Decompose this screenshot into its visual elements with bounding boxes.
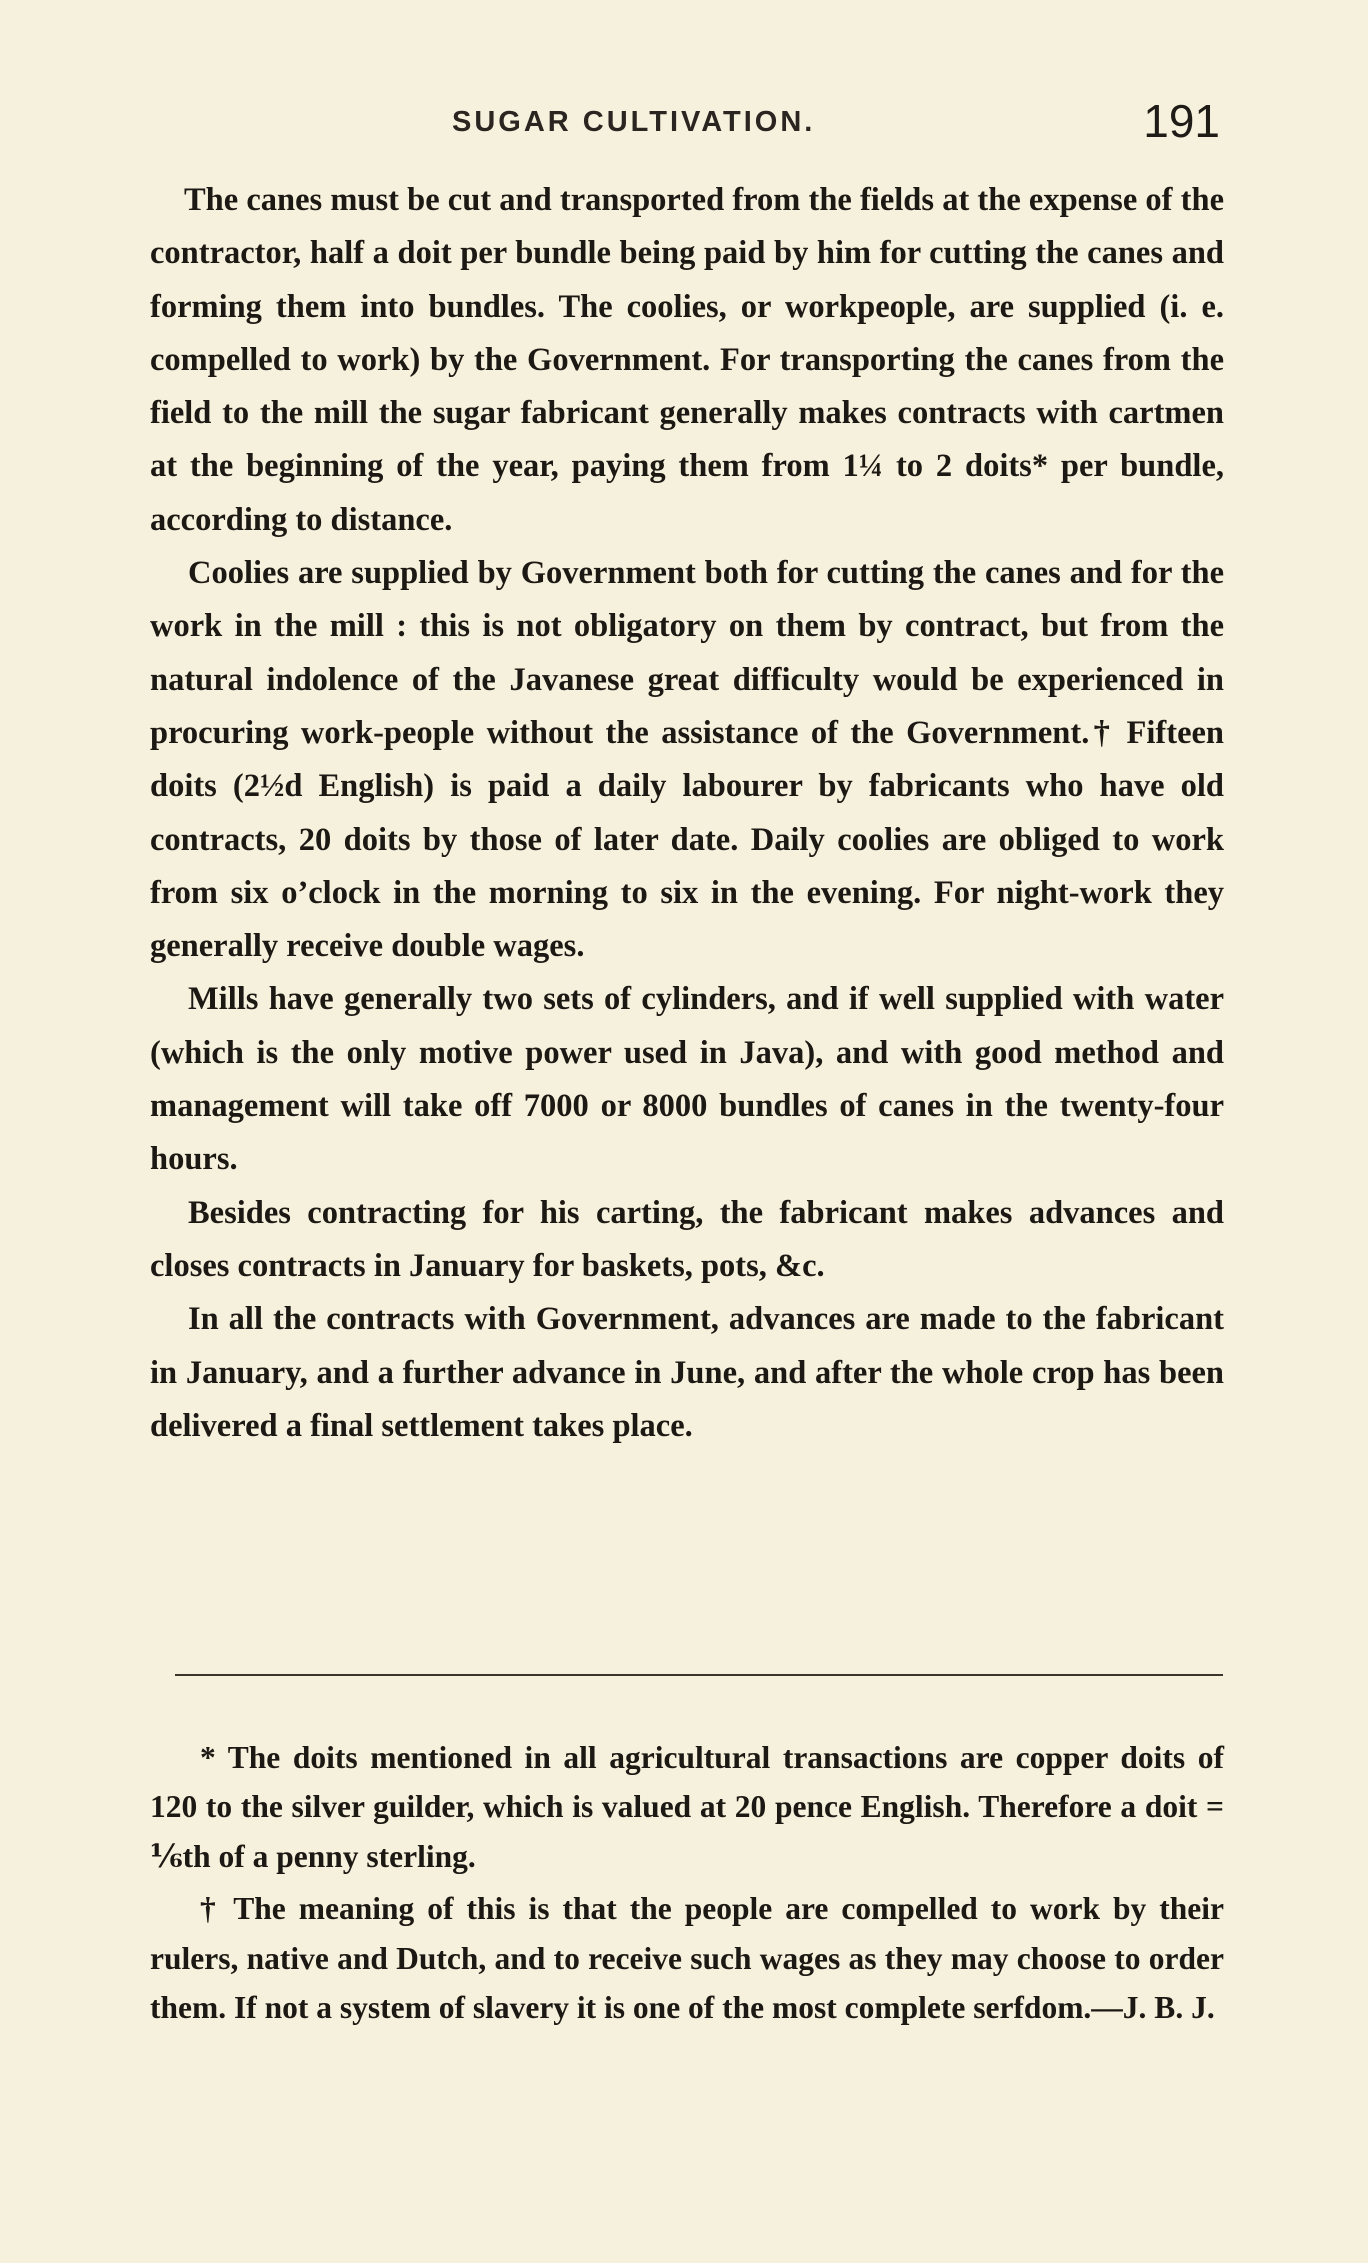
running-title: SUGAR CULTIVATION. bbox=[452, 106, 816, 138]
footnotes bbox=[150, 1733, 1224, 2032]
paragraph: In all the contracts with Government, advances are made to the fabricant in January, and a further advance in June, and after the whole crop has been delivered a final settlement takes place. bbox=[150, 1301, 1224, 1444]
body-text bbox=[150, 174, 1224, 1453]
paragraph: Coolies are supplied by Government both for cutting the canes and for the work in the mill : this is not obligatory on them by contract, but from the natural indolence of the Javanese great difficulty would be experienced in procuring work-people without the assistance of the Government.† Fifteen doits (2½d English) is paid a daily labourer by fabricants who have old contracts, 20 doits by those of later date. Daily coolies are obliged to work from six o’clock in the morning to six in the evening. For night-work they generally receive double wages. bbox=[150, 555, 1224, 965]
paragraph: Besides contracting for his carting, the fabricant makes advances and closes contracts in January for baskets, pots, &c. bbox=[150, 1194, 1224, 1284]
footnote: † The meaning of this is that the people are compelled to work by their rulers, native and Dutch, and to receive such wages as they may choose to order them. If not a system of slavery it is one of the most complete serfdom.—J. B. J. bbox=[150, 1891, 1224, 2026]
footnote-divider bbox=[175, 1674, 1223, 1676]
page-header bbox=[150, 92, 1224, 152]
page-number: 191 bbox=[1143, 95, 1220, 147]
paragraph: The canes must be cut and transported from the fields at the expense of the contractor, half a doit per bundle being paid by him for cutting the canes and forming them into bundles. The coolies, or workpeople, are supplied (i. e. compelled to work) by the Government. For transporting the canes from the field to the mill the sugar fabricant generally makes contracts with cartmen at the beginning of the year, paying them from 1¼ to 2 doits* per bundle, according to distance. bbox=[150, 182, 1224, 538]
footnote: * The doits mentioned in all agricultural transactions are copper doits of 120 to the silver guilder, which is valued at 20 pence English. Therefore a doit = ⅙th of a penny sterling. bbox=[150, 1740, 1224, 1874]
paragraph: Mills have generally two sets of cylinders, and if well supplied with water (which is the only motive power used in Java), and with good method and management will take off 7000 or 8000 bundles of canes in the twenty-four hours. bbox=[150, 981, 1224, 1178]
